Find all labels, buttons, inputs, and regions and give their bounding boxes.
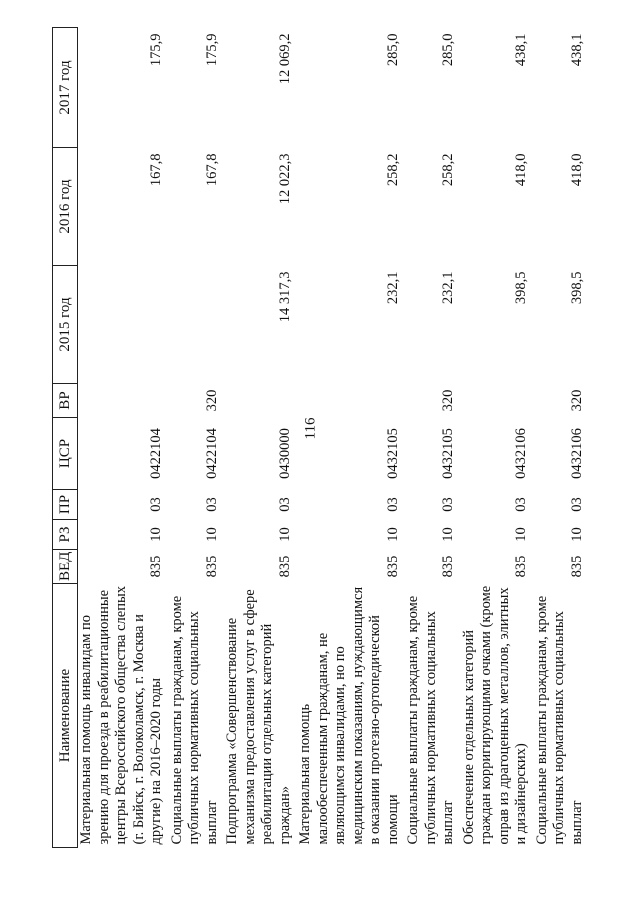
header-pr: ПР (53, 490, 78, 520)
row-csr: 0430000 (276, 428, 293, 479)
row-vr (461, 384, 534, 418)
row-name: Обеспечение отдельных категорий граждан корригирующими очками (кроме оправ из драгоценных металлов, элитных и дизайнерских) (460, 585, 529, 845)
header-csr: ЦСР (53, 418, 78, 490)
header-2015: 2015 год (53, 266, 78, 384)
row-csr: 0432105 (384, 428, 401, 479)
row-csr: 0432106 (513, 428, 529, 479)
row-pr: 03 (513, 497, 529, 512)
header-vr: ВР (53, 384, 78, 418)
row-ved: 835 (276, 555, 293, 578)
row-2016: 258,2 (440, 153, 456, 187)
row-pr: 03 (276, 497, 293, 512)
table-row (169, 28, 225, 848)
row-name: Подпрограмма «Совершенствование механизма предоставления услуг в сфере реабилитации отдельных категорий граждан» (224, 589, 293, 845)
row-2017: 438,1 (513, 33, 529, 67)
page-number: 116 (302, 417, 319, 440)
row-pr: 03 (384, 497, 401, 512)
table-row (405, 28, 461, 848)
row-vr (224, 384, 297, 418)
table-row (297, 28, 405, 848)
row-2017: 175,9 (148, 33, 164, 67)
row-2015: 14 317,3 (276, 271, 293, 323)
table-row (534, 28, 590, 848)
row-2017: 285,0 (384, 33, 401, 67)
row-ved: 835 (440, 555, 456, 578)
row-csr: 0422104 (203, 428, 220, 479)
row-2017: 12 069,2 (276, 33, 293, 85)
table-row (224, 28, 297, 848)
row-vr: 320 (203, 389, 220, 412)
row-name: Социальные выплаты гражданам, кроме публичных нормативных социальных выплат (533, 595, 585, 845)
row-2017: 285,0 (440, 33, 456, 67)
row-2016: 418,0 (568, 153, 585, 187)
header-2016: 2016 год (53, 148, 78, 266)
row-vr (297, 384, 405, 418)
row-2016: 258,2 (384, 153, 401, 187)
row-pr: 03 (148, 497, 164, 512)
row-2015: 232,1 (440, 271, 456, 305)
row-pr: 03 (203, 497, 220, 512)
row-2016: 167,8 (148, 153, 164, 187)
row-vr: 320 (568, 389, 585, 412)
row-pr: 03 (440, 497, 456, 512)
row-csr: 0432106 (568, 428, 585, 479)
row-2015: 398,5 (568, 271, 585, 305)
rotated-page (52, 28, 585, 848)
row-2016: 167,8 (203, 153, 220, 187)
header-ved: ВЕД (53, 550, 78, 584)
row-ved: 835 (568, 555, 585, 578)
row-ved: 835 (148, 555, 164, 578)
row-name: Социальные выплаты гражданам, кроме публичных нормативных социальных выплат (168, 595, 220, 845)
row-ved: 835 (203, 555, 220, 578)
table-row (78, 28, 169, 848)
row-rz: 10 (203, 527, 220, 542)
header-rz: РЗ (53, 520, 78, 550)
row-vr: 320 (440, 389, 456, 412)
row-2015: 232,1 (384, 271, 401, 305)
row-rz: 10 (568, 527, 585, 542)
row-2015: 398,5 (513, 271, 529, 305)
row-2015 (169, 266, 225, 384)
table-row (461, 28, 534, 848)
row-ved: 835 (513, 555, 529, 578)
row-csr: 0422104 (148, 428, 164, 479)
row-2016: 418,0 (513, 153, 529, 187)
header-name: Наименование (53, 584, 78, 848)
header-2017: 2017 год (53, 28, 78, 148)
row-rz: 10 (276, 527, 293, 542)
row-name: Социальные выплаты гражданам, кроме публичных нормативных социальных выплат (405, 595, 456, 845)
row-2016: 12 022,3 (276, 153, 293, 205)
row-ved: 835 (384, 555, 401, 578)
row-pr: 03 (568, 497, 585, 512)
row-2017: 438,1 (568, 33, 585, 67)
row-rz: 10 (513, 527, 529, 542)
row-2017: 175,9 (203, 33, 220, 67)
row-2015 (78, 266, 169, 384)
row-rz: 10 (384, 527, 401, 542)
row-rz: 10 (440, 527, 456, 542)
header-row (53, 28, 78, 848)
budget-table (52, 27, 589, 848)
row-name: Материальная помощь инвалидам по зрению для проезда в реабилитационные центры Всероссийского общества слепых (г. Бийск, г. Волоколамск, г. Москва и другие) на 2016–2020 годы (78, 586, 164, 845)
row-name: Материальная помощь малообеспеченным гражданам, не являющимся инвалидами, но по медицинским показаниям, нуждающимся в оказании протезно-ортопедической помощи (297, 586, 401, 845)
row-rz: 10 (148, 527, 164, 542)
row-csr: 0432105 (440, 428, 456, 479)
row-vr (78, 384, 169, 418)
